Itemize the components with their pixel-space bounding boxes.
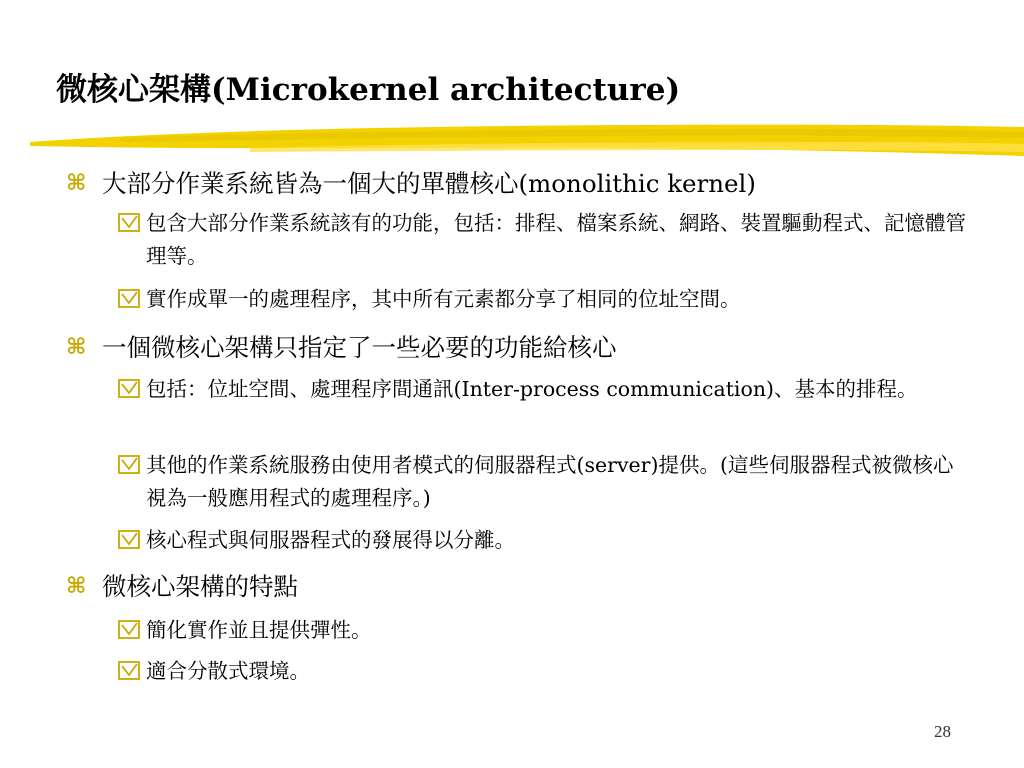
sub-bullet-text: 包括：位址空間、處理程序間通訊(Inter-process communication)、基本的排程。 — [146, 377, 918, 401]
checkbox-icon — [118, 213, 140, 232]
sub-bullet-text: 實作成單一的處理程序，其中所有元素都分享了相同的位址空間。 — [146, 287, 741, 311]
sub-bullet-text: 簡化實作並且提供彈性。 — [146, 618, 372, 642]
bullet-text: 微核心架構的特點 — [102, 572, 298, 601]
checkbox-icon — [118, 379, 140, 398]
sub-bullet-text: 其他的作業系統服務由使用者模式的伺服器程式(server)提供。(這些伺服器程式被微核心視為一般應用程式的處理程序。) — [146, 453, 954, 510]
command-key-icon: ⌘ — [66, 334, 87, 360]
highlight-brush-stroke — [0, 116, 1024, 166]
checkbox-icon — [118, 530, 140, 549]
checkbox-icon — [118, 661, 140, 680]
sub-bullet-text: 包含大部分作業系統該有的功能，包括：排程、檔案系統、網路、裝置驅動程式、記憶體管理等。 — [146, 211, 966, 268]
checkbox-icon — [118, 620, 140, 639]
sub-bullet-text: 適合分散式環境。 — [146, 659, 310, 683]
checkbox-icon — [118, 289, 140, 308]
command-key-icon: ⌘ — [66, 170, 87, 196]
page-number: 28 — [934, 722, 951, 741]
sub-bullet-text: 核心程式與伺服器程式的發展得以分離。 — [146, 528, 515, 552]
slide-title: 微核心架構(Microkernel architecture) — [56, 72, 681, 108]
bullet-text: 大部分作業系統皆為一個大的單體核心(monolithic kernel) — [102, 169, 756, 198]
bullet-text: 一個微核心架構只指定了一些必要的功能給核心 — [102, 333, 617, 362]
checkbox-icon — [118, 455, 140, 474]
command-key-icon: ⌘ — [66, 573, 87, 599]
